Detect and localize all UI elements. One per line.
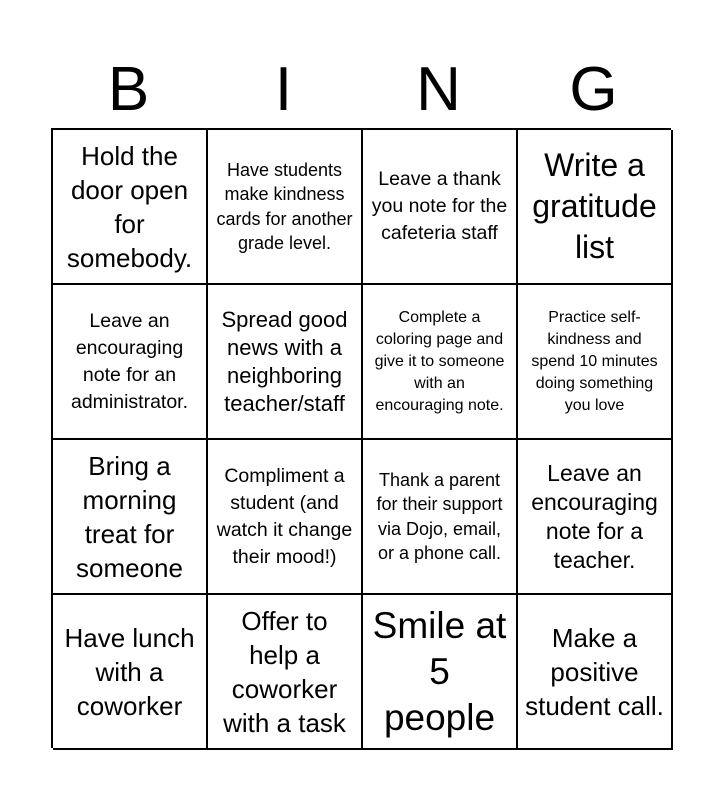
header-letter-i: I [274,55,293,124]
bingo-cell-text: Leave an encouraging note for a teacher. [531,459,658,573]
bingo-cell[interactable] [363,285,518,440]
bingo-cell[interactable] [363,595,518,750]
bingo-cell-text: Bring a morning treat for someone [76,450,183,583]
bingo-cell-text: Leave a thank you note for the cafeteria staff [371,168,508,244]
bingo-cell-text: Thank a parent for their support via Dojo, email, or a phone call. [376,469,503,563]
header-letter-n: N [416,55,461,124]
bingo-cell-text: Leave an encouraging note for an administrator. [70,309,189,413]
bingo-cell[interactable] [53,285,208,440]
bingo-cell-text: Have lunch with a coworker [64,622,195,721]
bingo-cell-text: Compliment a student (and watch it change their mood!) [216,464,353,568]
bingo-cell[interactable] [53,130,208,285]
header-letter-g: G [569,55,618,124]
bingo-cell-text: Spread good news with a neighboring teacher/staff [221,306,348,416]
bingo-cell[interactable] [518,440,673,595]
bingo-cell[interactable] [53,440,208,595]
bingo-cell[interactable] [518,285,673,440]
bingo-cell-text: Have students make kindness cards for another grade level. [216,159,353,253]
bingo-cell-text: Smile at 5 people [372,604,507,738]
bingo-cell[interactable] [518,130,673,285]
bingo-cell-text: Complete a coloring page and give it to someone with an encouraging note. [374,308,505,414]
bingo-cell[interactable] [53,595,208,750]
bingo-cell[interactable] [363,130,518,285]
bingo-cell[interactable] [208,595,363,750]
bingo-card [51,128,671,748]
bingo-cell-text: Write a gratitude list [532,147,657,265]
bingo-header [51,52,671,128]
bingo-cell-text: Offer to help a coworker with a task [223,605,346,738]
bingo-cell-text: Make a positive student call. [525,622,664,721]
bingo-cell-text: Practice self-kindness and spend 10 minutes doing something you love [531,308,658,414]
bingo-cell-text: Hold the door open for somebody. [66,140,193,273]
bingo-cell[interactable] [363,440,518,595]
header-letter-b: B [107,55,150,124]
bingo-cell[interactable] [208,130,363,285]
bingo-cell[interactable] [208,440,363,595]
bingo-cell[interactable] [208,285,363,440]
bingo-cell[interactable] [518,595,673,750]
